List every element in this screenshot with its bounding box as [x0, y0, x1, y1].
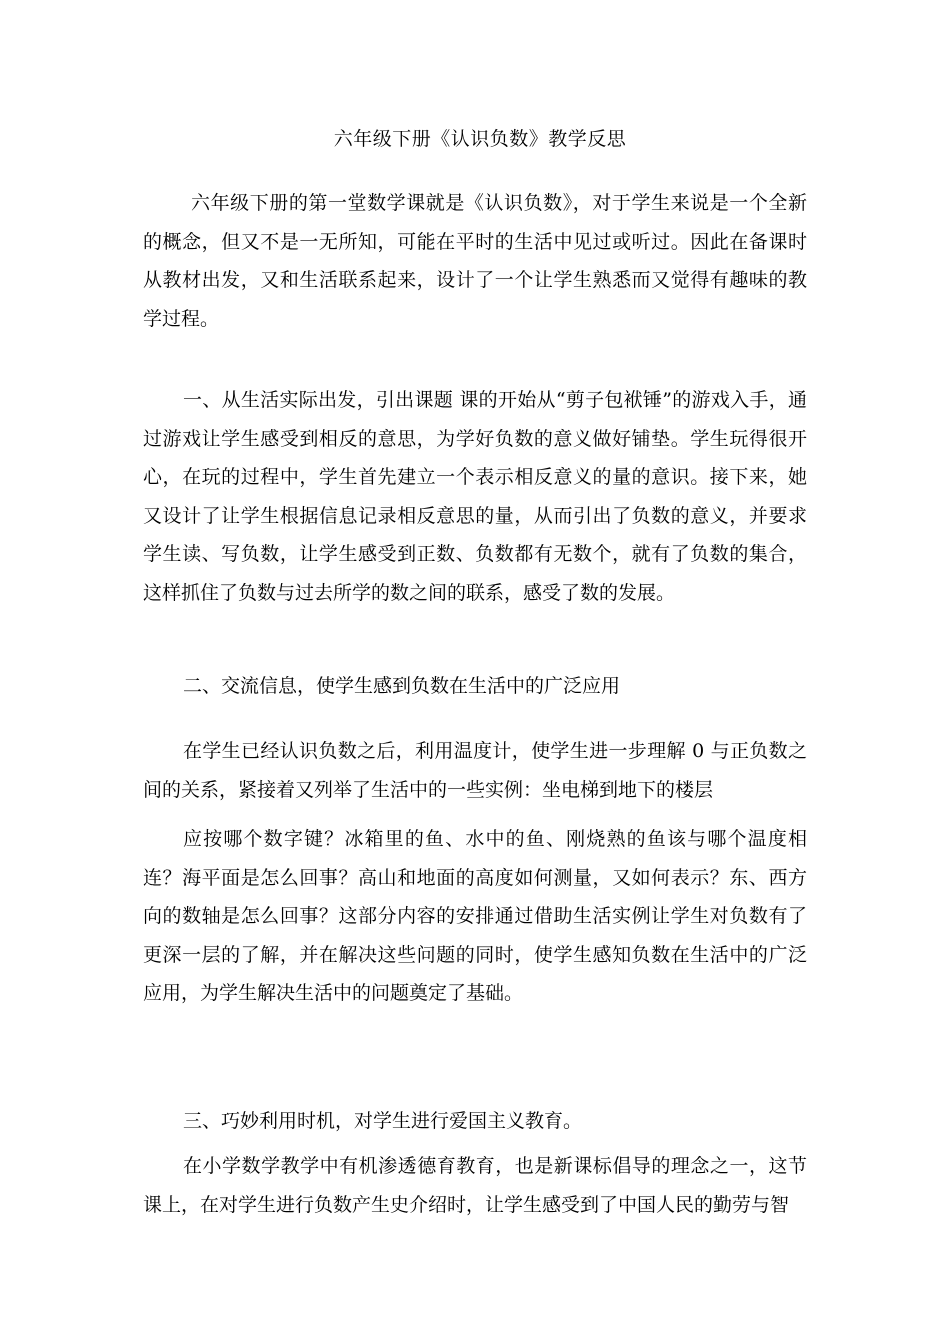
paragraph-section-two-heading: 二、交流信息，使学生感到负数在生活中的广泛应用 [183, 675, 621, 697]
paragraph-section-two-body: 在学生已经认识负数之后，利用温度计，使学生进一步理解 0 与正负数之间的关系，紧接着又列举了生活中的一些实例：坐电梯到地下的楼层 [143, 740, 807, 801]
paragraph-section-two-continued: 应按哪个数字键？冰箱里的鱼、水中的鱼、刚烧熟的鱼该与哪个温度相连？海平面是怎么回事？高山和地面的高度如何测量，又如何表示？东、西方向的数轴是怎么回事？这部分内容的安排通过借助生活实例让学生对负数有了更深一层的了解，并在解决这些问题的同时，使学生感知负数在生活中的广泛应用，为学生解决生活中的问题奠定了基础。 [143, 828, 807, 1004]
paragraph-section-one: 一、从生活实际出发，引出课题 课的开始从“剪子包袱锤”的游戏入手，通过游戏让学生感受到相反的意思，为学好负数的意义做好铺垫。学生玩得很开心，在玩的过程中，学生首先建立一个表示相反意义的量的意识。接下来，她又设计了让学生根据信息记录相反意思的量，从而引出了负数的意义，并要求学生读、写负数，让学生感受到正数、负数都有无数个，就有了负数的集合，这样抓住了负数与过去所学的数之间的联系，感受了数的发展。 [143, 389, 807, 604]
document-title: 六年级下册《认识负数》教学反思 [333, 128, 627, 150]
paragraph-section-three-body: 在小学数学教学中有机渗透德育教育，也是新课标倡导的理念之一，这节课上，在对学生进行负数产生史介绍时，让学生感受到了中国人民的勤劳与智 [143, 1155, 807, 1216]
paragraph-section-three-heading: 三、巧妙利用时机，对学生进行爱国主义教育。 [183, 1110, 583, 1132]
paragraph-intro: 六年级下册的第一堂数学课就是《认识负数》，对于学生来说是一个全新的概念，但又不是一无所知，可能在平时的生活中见过或听过。因此在备课时从教材出发，又和生活联系起来，设计了一个让学生熟悉而又觉得有趣味的教学过程。 [143, 192, 807, 330]
